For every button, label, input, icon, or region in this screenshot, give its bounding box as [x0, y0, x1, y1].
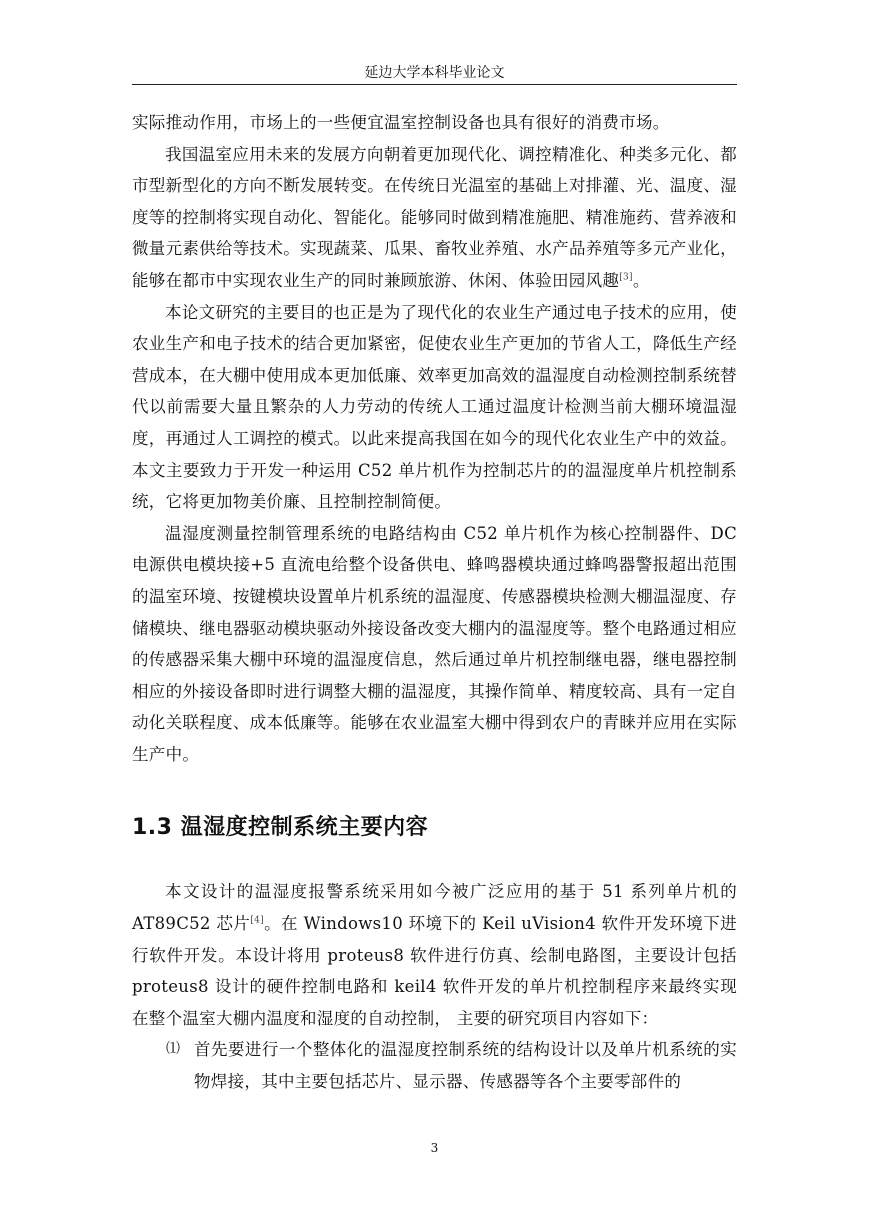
paragraph-research-purpose: 本论文研究的主要目的也正是为了现代化的农业生产通过电子技术的应用，使农业生产和电子技术的结合更加紧密，促使农业生产更加的节省人工，降低生产经营成本，在大棚中使用成本更加低廉、效率更加高效的温湿度自动检测控制系统替代以前需要大量且繁杂的人力劳动的传统人工通过温度计检测当前大棚环境温湿度，再通过人工调控的模式。以此来提高我国在如今的现代化农业生产中的效益。本文主要致力于开发一种运用 C52 单片机作为控制芯片的的温湿度单片机控制系统，它将更加物美价廉、且控制控制简便。: [132, 302, 737, 512]
list-item: [132, 1034, 737, 1097]
paragraph-circuit-structure: 温湿度测量控制管理系统的电路结构由 C52 单片机作为核心控制器件、DC 电源供电模块接+5 直流电给整个设备供电、蜂鸣器模块通过蜂鸣器警报超出范围的温室环境、按键模块设置单片机系统的温湿度、传感器模块检测大棚温湿度、存储模块、继电器驱动模块驱动外接设备改变大棚内的温湿度等。整个电路通过相应的传感器采集大棚中环境的温湿度信息，然后通过单片机控制继电器，继电器控制相应的外接设备即时进行调整大棚的温湿度，其操作简单、精度较高、具有一定自动化关联程度、成本低廉等。能够在农业温室大棚中得到农户的青睐并应用在实际生产中。: [132, 523, 737, 764]
list-item-number: ⑴: [166, 1041, 181, 1058]
intro-text-part2: 。在 Windows10 环境下的 Keil uVision4 软件开发环境下进行软件开发。本设计将用 proteus8 软件进行仿真、绘制电路图，主要设计包括 proteus8 设计的硬件控制电路和 keil4 软件开发的单片机控制程序来最终实现在整个温室大棚内温度和湿度的自动控制， 主要的研究项目内容如下：: [132, 914, 737, 1028]
page-number: 3: [430, 1141, 439, 1155]
section-heading: 1.3 温湿度控制系统主要内容: [132, 815, 429, 841]
citation-4: [4]: [250, 915, 264, 926]
paragraph-continuation: 实际推动作用，市场上的一些便宜温室控制设备也具有很好的消费市场。: [132, 113, 670, 132]
list-item-text: 首先要进行一个整体化的温湿度控制系统的结构设计以及单片机系统的实物焊接，其中主要包括芯片、显示器、传感器等各个主要零部件的: [194, 1040, 737, 1092]
paragraph-section-intro: [132, 876, 737, 1034]
paragraph-end-mark: 。: [632, 270, 650, 290]
page-body: [132, 107, 737, 1098]
running-header: 延边大学本科毕业论文: [364, 65, 505, 81]
section-heading-wrap: [132, 813, 737, 843]
paragraph-development-direction: [132, 139, 737, 297]
paragraph-text: 我国温室应用未来的发展方向朝着更加现代化、调控精准化、种类多元化、都市型新型化的方向不断发展转变。在传统日光温室的基础上对排灌、光、温度、湿度等的控制将实现自动化、智能化。能够同时做到精准施肥、精准施药、营养液和微量元素供给等技术。实现蔬菜、瓜果、畜牧业养殖、水产品养殖等多元产业化，能够在都市中实现农业生产的同时兼顾旅游、休闲、体验田园风趣: [132, 144, 737, 290]
citation-3: [3]: [619, 272, 633, 283]
header-rule: [132, 84, 737, 85]
intro-text-part1: 本文设计的温湿度报警系统采用如今被广泛应用的基于 51 系列单片机的 AT89C52 芯片: [132, 882, 737, 934]
